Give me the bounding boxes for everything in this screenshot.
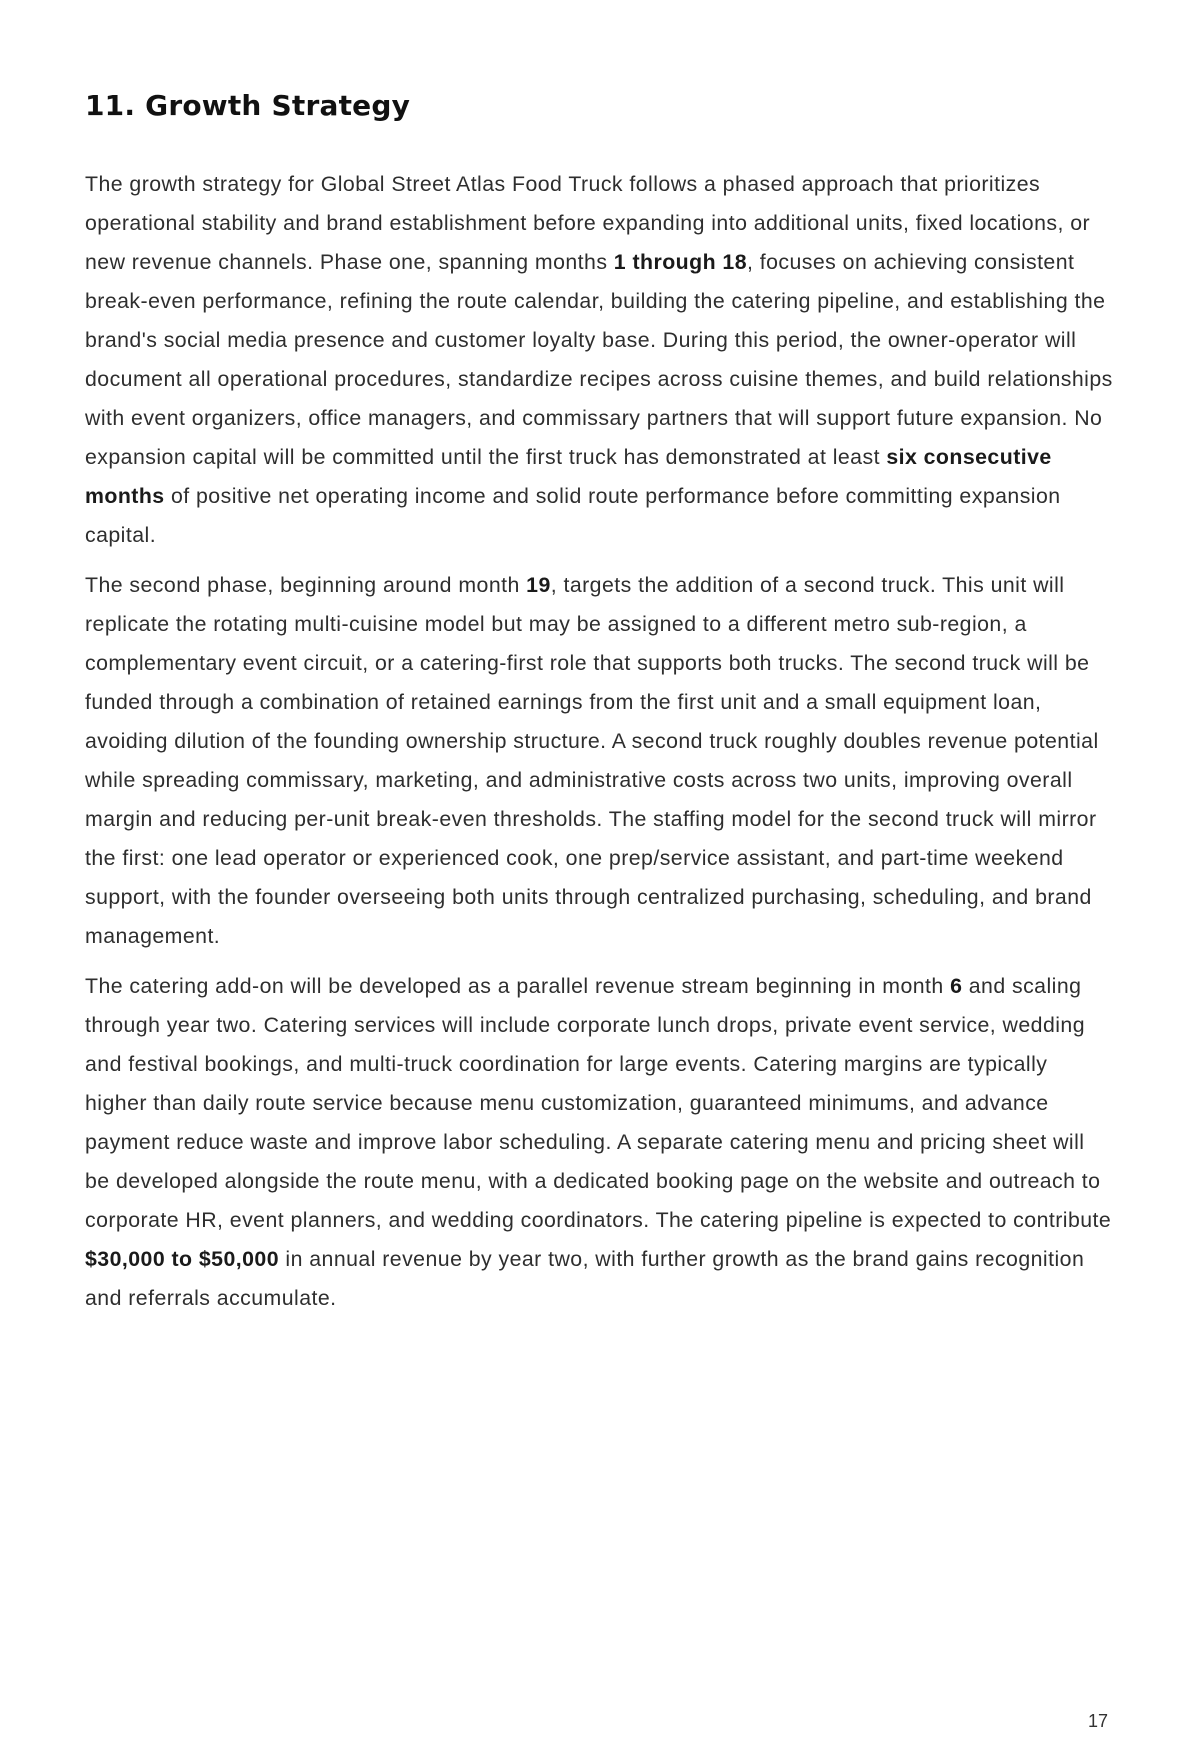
text-run: in annual revenue by year two, with further growth as the brand gains recognition and referrals accumulate. [85,1247,1085,1310]
bold-text-run: six consecutive months [85,445,1052,508]
text-run: of positive net operating income and solid route performance before committing expansion capital. [85,484,1061,547]
paragraph-phase-two [85,566,1115,956]
text-run: The growth strategy for Global Street Atlas Food Truck follows a phased approach that prioritizes operational stability and brand establishment before expanding into additional units, fixed locations, or new revenue channels. Phase one, spanning months [85,172,1091,274]
section-heading: 11. Growth Strategy [85,89,411,122]
paragraph-catering [85,967,1115,1318]
bold-text-run: 1 through 18 [613,250,747,274]
page-number: 17 [1087,1711,1108,1731]
text-run: , focuses on achieving consistent break-even performance, refining the route calendar, building the catering pipeline, and establishing the brand's social media presence and customer loyalty base. During this period, the owner-operator will document all operational procedures, standardize recipes across cuisine themes, and build relationships with event organizers, office managers, and commissary partners that will support future expansion. No expansion capital will be committed until the first truck has demonstrated at least [85,250,1113,469]
bold-text-run: 6 [950,974,963,998]
text-run: The second phase, beginning around month [85,573,527,597]
text-run: The catering add-on will be developed as a parallel revenue stream beginning in month [85,974,951,998]
text-run: , targets the addition of a second truck. This unit will replicate the rotating multi-cuisine model but may be assigned to a different metro sub-region, a complementary event circuit, or a catering-first role that supports both trucks. The second truck will be funded through a combination of retained earnings from the first unit and a small equipment loan, avoiding dilution of the founding ownership structure. A second truck roughly doubles revenue potential while spreading commissary, marketing, and administrative costs across two units, improving overall margin and reducing per-unit break-even thresholds. The staffing model for the second truck will mirror the first: one lead operator or experienced cook, one prep/service assistant, and part-time weekend support, with the founder overseeing both units through centralized purchasing, scheduling, and brand management. [85,573,1099,948]
bold-text-run: 19 [526,573,551,597]
bold-text-run: $30,000 to $50,000 [85,1247,280,1271]
body-text [85,165,1115,1329]
text-run: and scaling through year two. Catering services will include corporate lunch drops, private event service, wedding and festival bookings, and multi-truck coordination for large events. Catering margins are typically higher than daily route service because menu customization, guaranteed minimums, and advance payment reduce waste and improve labor scheduling. A separate catering menu and pricing sheet will be developed alongside the route menu, with a dedicated booking page on the website and outreach to corporate HR, event planners, and wedding coordinators. The catering pipeline is expected to contribute [85,974,1112,1232]
paragraph-phase-one [85,165,1115,555]
